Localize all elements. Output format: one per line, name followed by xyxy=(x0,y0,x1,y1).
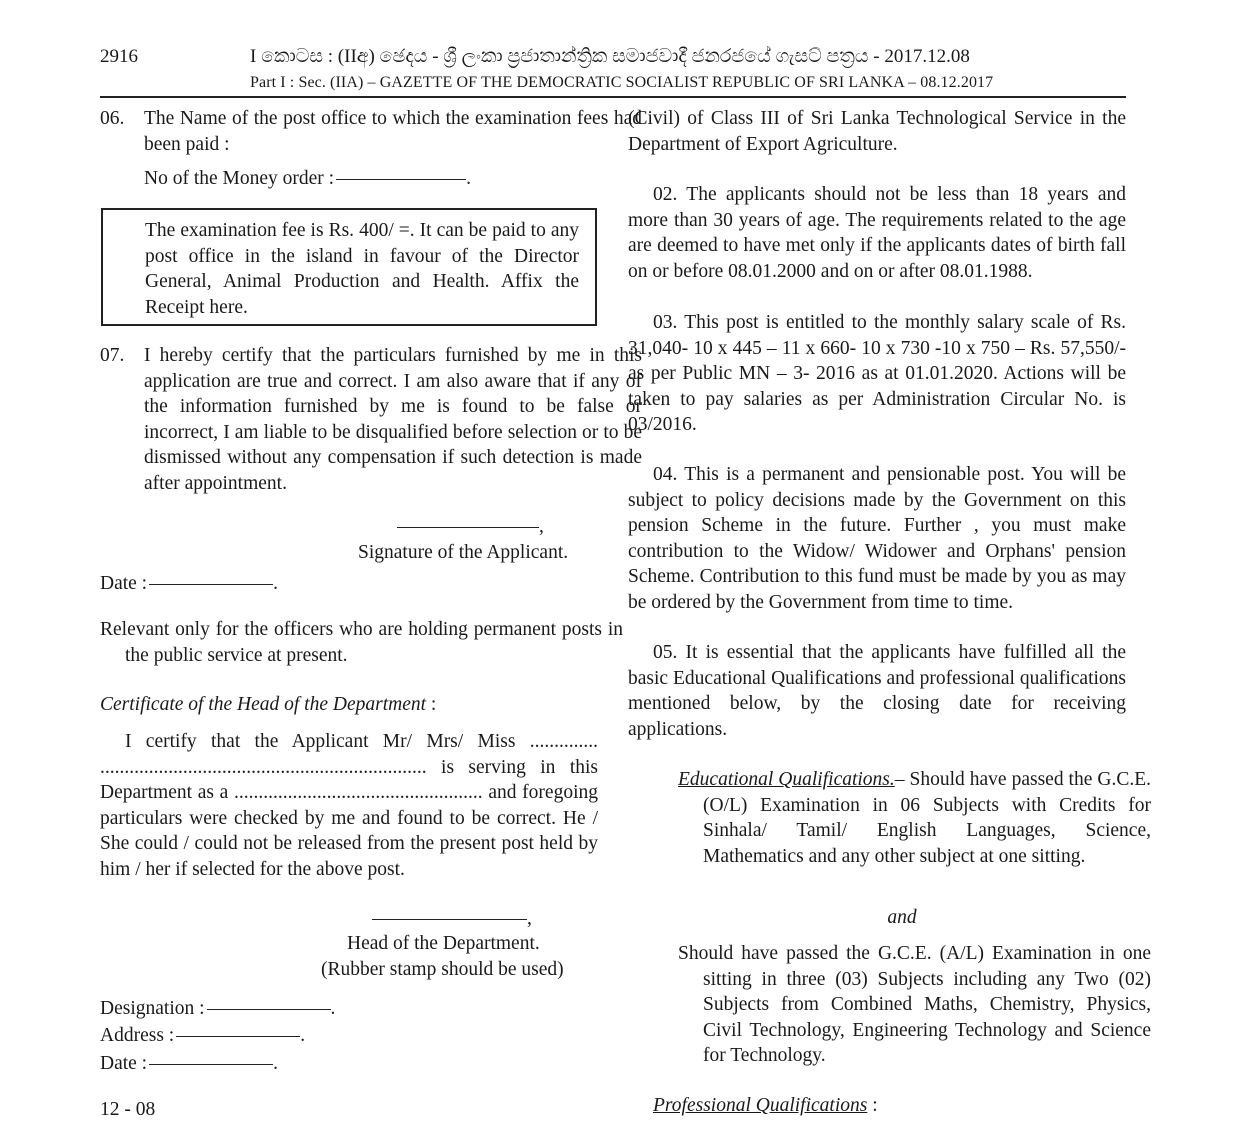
paragraph-05: 05. It is essential that the applicants have fulfilled all the basic Educational Qualifications and professional qualifications mentioned below, by the closing date for receiving applications. xyxy=(628,642,1126,740)
money-order-label: No of the Money order : xyxy=(144,168,335,189)
money-order-field: No of the Money order : . xyxy=(144,168,471,189)
applicant-signature-label: Signature of the Applicant. xyxy=(358,542,569,563)
intro-paragraph: (Civil) of Class III of Sri Lanka Technological Service in the Department of Export Agriculture. xyxy=(628,108,1126,155)
item-07-text: I hereby certify that the particulars furnished by me in this application are true and correct. I am also aware that if any of the information furnished by me is found to be false or incorrect, I am liable to be disqualified before selection or to be dismissed without any compensation if such detection is made after appointment. xyxy=(144,345,642,494)
header-title-sinhala: I කොටස : (IIඅ) ඡෙදය - ශ්‍රී ලංකා ප්‍රජාතාන්ත්‍රික සමාජවාදී ජනරජයේ ගැසට් පත්‍රය - 2017.12.08 xyxy=(250,46,970,67)
date-line xyxy=(149,584,273,585)
educational-qualifications xyxy=(678,767,1151,869)
address-field: Address : . xyxy=(100,1025,306,1046)
relevant-note: Relevant only for the officers who are holding permanent posts in the public service at present. xyxy=(100,619,623,666)
certificate-heading: Certificate of the Head of the Department : xyxy=(100,694,437,715)
head-signature-line: , xyxy=(370,906,532,932)
date-label: Date : xyxy=(100,573,148,594)
paragraph-02: 02. The applicants should not be less than 18 years and more than 30 years of age. The requirements related to the age are deemed to have met only if the applicants dates of birth fall on or before 08.01.2000 and on or after 08.01.1988. xyxy=(628,184,1126,282)
date2-field: Date : . xyxy=(100,1053,278,1074)
address-line xyxy=(176,1036,300,1037)
item-06 xyxy=(100,106,642,157)
educational-qualifications-text: – Should have passed the G.C.E. (O/L) Examination in 06 Subjects with Credits for Sinhala/ Tamil/ English Languages, Science, Mathematics and any other subject at one sitting. xyxy=(703,769,1151,867)
fee-receipt-text: The examination fee is Rs. 400/ =. It can be paid to any post office in the island in favour of the Director General, Animal Production and Health. Affix the Receipt here. xyxy=(145,220,579,318)
date2-line xyxy=(149,1064,273,1065)
item-06-number: 06. xyxy=(100,108,125,129)
designation-label: Designation : xyxy=(100,998,205,1019)
paragraph-03: 03. This post is entitled to the monthly salary scale of Rs. 31,040- 10 x 445 – 11 x 660- 10 x 730 -10 x 750 – Rs. 57,550/- as per Public MN – 3- 2016 as at 01.01.2020. Actions will be taken to pay salaries as per Administration Circular No. is 03/2016. xyxy=(628,312,1126,435)
head-of-department-label: Head of the Department. xyxy=(347,933,540,954)
al-qualifications: Should have passed the G.C.E. (A/L) Examination in one sitting in three (03) Subjects including any Two (02) Subjects from Combined Maths, Chemistry, Physics, Civil Technology, Engineering Technology and Science for Technology. xyxy=(678,943,1151,1066)
address-label: Address : xyxy=(100,1025,175,1046)
item-07 xyxy=(100,343,642,496)
page-number: 2916 xyxy=(100,46,138,67)
header-rule xyxy=(100,96,1126,98)
professional-qualifications-heading: Professional Qualifications : xyxy=(653,1095,878,1116)
rubber-stamp-label: (Rubber stamp should be used) xyxy=(321,959,564,980)
designation-line xyxy=(207,1009,331,1010)
paragraph-04: 04. This is a permanent and pensionable post. You will be subject to policy decisions made by the Government on this pension Scheme in the future. Further , you must make contribution to the Widow/ Widower and Orphans' pension Scheme. Contribution to this fund must be made by you as may be ordered by the Government from time to time. xyxy=(628,464,1126,613)
fee-receipt-box xyxy=(101,208,597,326)
professional-qualifications-text: Professional Qualifications xyxy=(653,1095,868,1116)
and-connector: and xyxy=(887,907,917,928)
footer-code: 12 - 08 xyxy=(100,1099,156,1120)
money-order-line xyxy=(336,179,466,180)
applicant-signature-line: , xyxy=(395,514,544,540)
header-title-english: Part I : Sec. (IIA) – GAZETTE OF THE DEMOCRATIC SOCIALIST REPUBLIC OF SRI LANKA – 08.12.2017 xyxy=(250,74,994,91)
item-07-number: 07. xyxy=(100,345,125,366)
item-06-text: The Name of the post office to which the examination fees had been paid : xyxy=(144,108,642,155)
certificate-heading-text: Certificate of the Head of the Department xyxy=(100,694,427,715)
date-field: Date : . xyxy=(100,573,278,594)
date2-label: Date : xyxy=(100,1053,148,1074)
certificate-text: I certify that the Applicant Mr/ Mrs/ Miss .............. ................................................................... is serving in this Department as a ................................................... and foregoing particulars were checked by me and found to be correct. He / She could / could not be released from the present post held by him / her if selected for the above post. xyxy=(100,731,598,880)
designation-field: Designation : . xyxy=(100,998,336,1019)
educational-qualifications-heading: Educational Qualifications. xyxy=(678,769,895,790)
